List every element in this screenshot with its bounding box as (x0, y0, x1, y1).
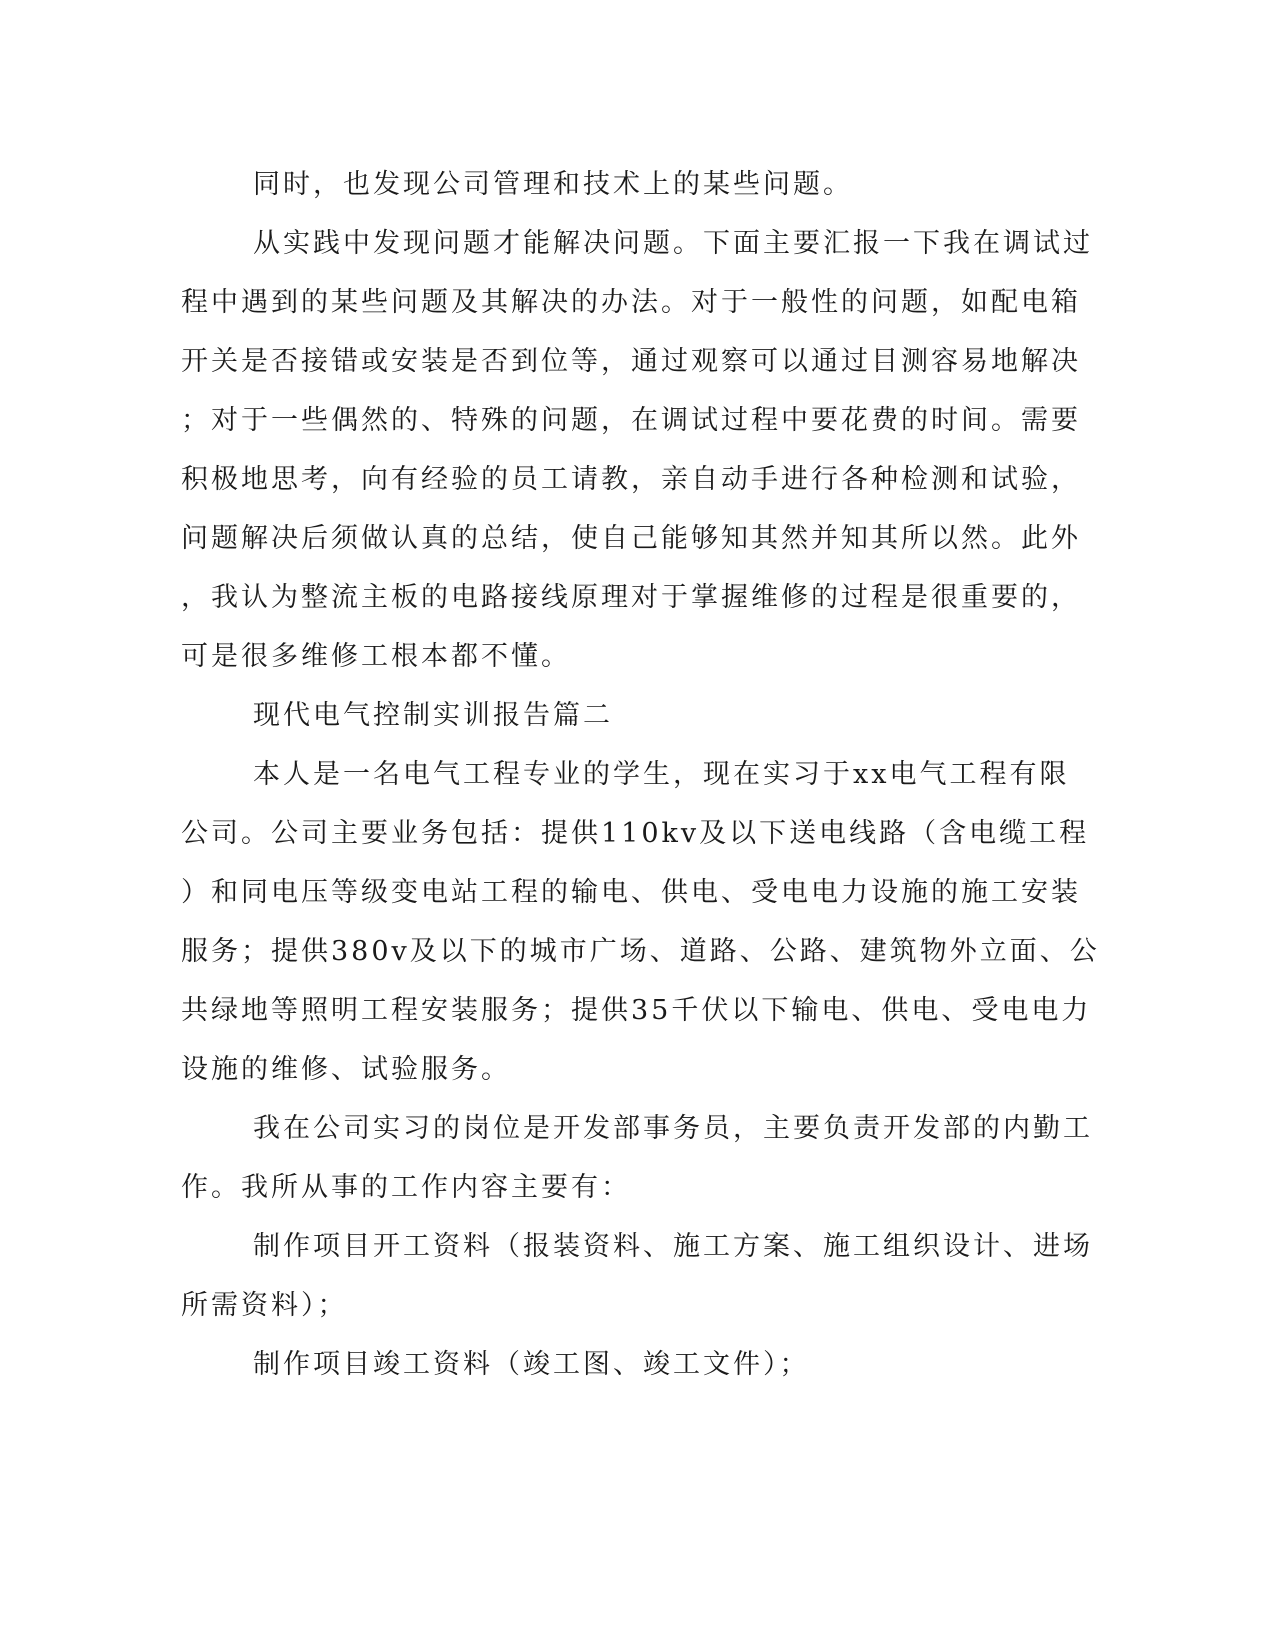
text-line: 公司。公司主要业务包括：提供110kv及以下送电线路（含电缆工程 (181, 818, 1090, 849)
text-line: 制作项目开工资料（报装资料、施工方案、施工组织设计、进场 (253, 1231, 1093, 1262)
text-line: ，我认为整流主板的电路接线原理对于掌握维修的过程是很重要的， (181, 582, 1081, 613)
text-line: 可是很多维修工根本都不懂。 (181, 641, 571, 672)
document-body (181, 155, 1100, 1394)
text-line: 积极地思考，向有经验的员工请教，亲自动手进行各种检测和试验， (181, 464, 1081, 495)
text-line: 我在公司实习的岗位是开发部事务员，主要负责开发部的内勤工 (253, 1113, 1093, 1144)
section-heading: 现代电气控制实训报告篇二 (253, 700, 613, 731)
text-line: 本人是一名电气工程专业的学生，现在实习于xx电气工程有限 (253, 759, 1070, 790)
text-line: 作。我所从事的工作内容主要有： (181, 1172, 631, 1203)
text-line: 设施的维修、试验服务。 (181, 1054, 511, 1085)
text-line: 制作项目竣工资料（竣工图、竣工文件）； (253, 1349, 810, 1380)
text-line: ；对于一些偶然的、特殊的问题，在调试过程中要花费的时间。需要 (181, 405, 1081, 436)
text-line: 开关是否接错或安装是否到位等，通过观察可以通过目测容易地解决 (181, 346, 1081, 377)
text-line: 所需资料）； (181, 1290, 348, 1321)
text-line: 共绿地等照明工程安装服务；提供35千伏以下输电、供电、受电电力 (181, 995, 1092, 1026)
text-line: ）和同电压等级变电站工程的输电、供电、受电电力设施的施工安装 (181, 877, 1081, 908)
text-line: 程中遇到的某些问题及其解决的办法。对于一般性的问题，如配电箱 (181, 287, 1081, 318)
text-line: 服务；提供380v及以下的城市广场、道路、公路、建筑物外立面、公 (181, 936, 1100, 967)
text-line: 同时，也发现公司管理和技术上的某些问题。 (253, 169, 853, 200)
text-line: 从实践中发现问题才能解决问题。下面主要汇报一下我在调试过 (253, 228, 1093, 259)
text-line: 问题解决后须做认真的总结，使自己能够知其然并知其所以然。此外 (181, 523, 1081, 554)
